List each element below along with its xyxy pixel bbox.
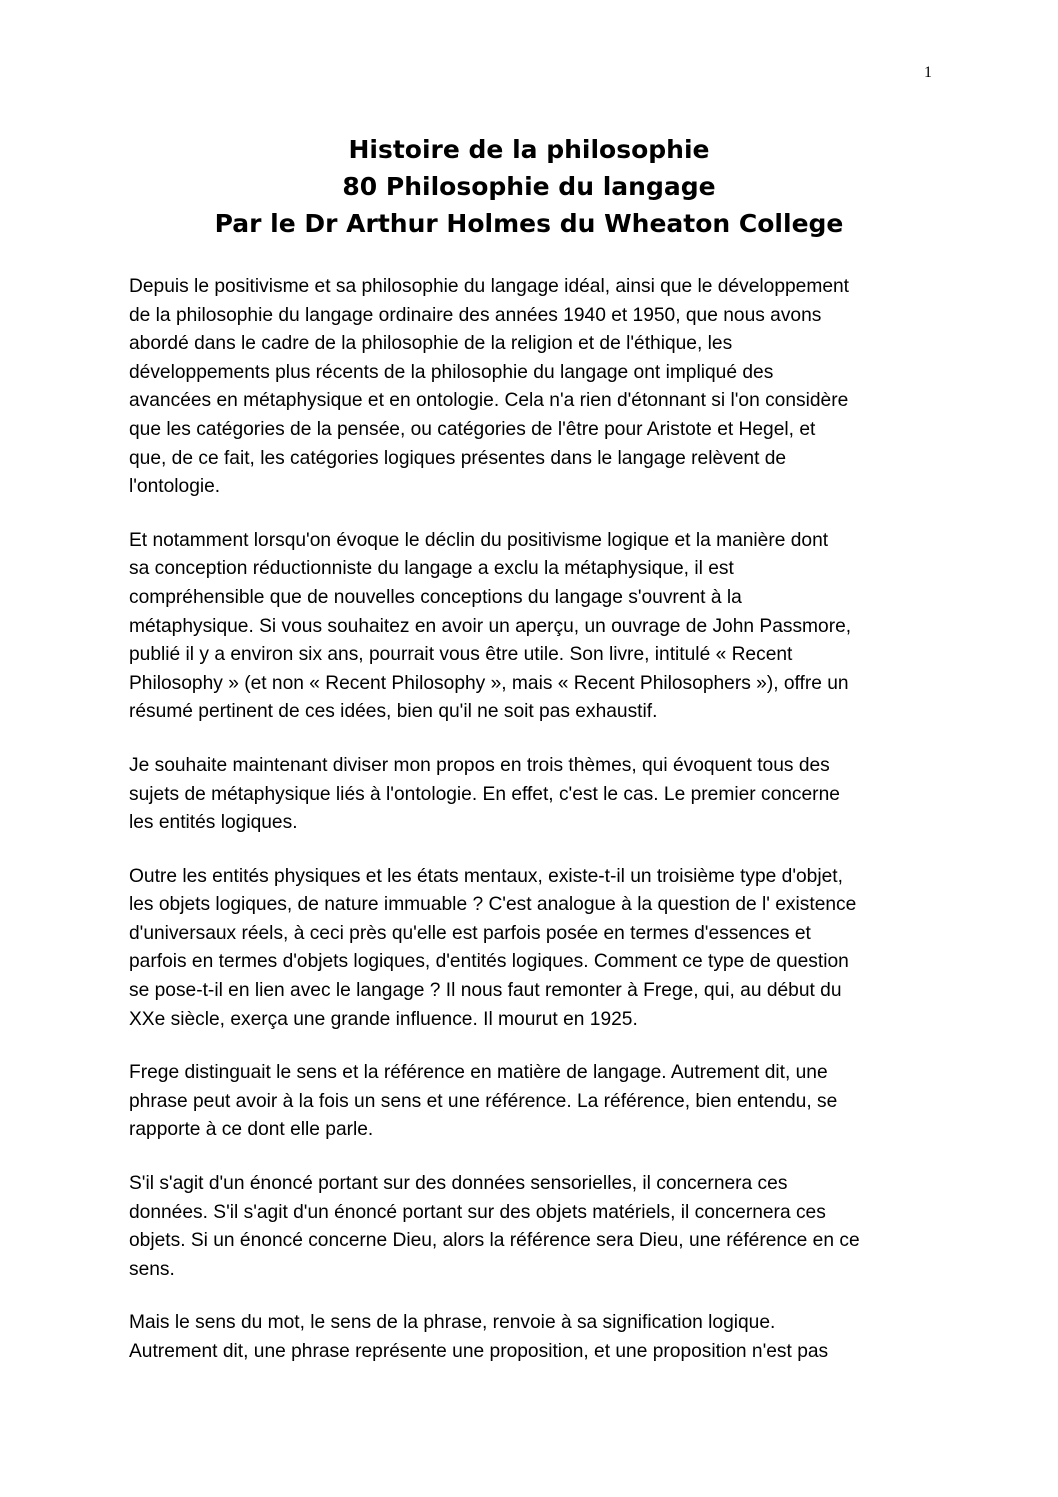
paragraph (129, 1059, 929, 1145)
paragraph-line: développements plus récents de la philosophie du langage ont impliqué des (129, 361, 774, 383)
paragraph-line: sens. (129, 1258, 175, 1280)
paragraph (129, 1170, 929, 1284)
paragraph-line: l'ontologie. (129, 476, 221, 498)
paragraph-line: Outre les entités physiques et les états mentaux, existe-t-il un troisième type d'objet, (129, 865, 843, 887)
paragraph-line: rapporte à ce dont elle parle. (129, 1119, 374, 1141)
page-number: 1 (924, 64, 932, 81)
paragraph (129, 1309, 929, 1366)
paragraph-line: Je souhaite maintenant diviser mon propos en trois thèmes, qui évoquent tous des (129, 754, 830, 776)
title-line-author: Par le Dr Arthur Holmes du Wheaton College (214, 209, 844, 238)
paragraph-line: parfois en termes d'objets logiques, d'entités logiques. Comment ce type de question (129, 951, 849, 973)
paragraph-line: métaphysique. Si vous souhaitez en avoir un aperçu, un ouvrage de John Passmore, (129, 615, 852, 637)
paragraph-line: Depuis le positivisme et sa philosophie du langage idéal, ainsi que le développement (129, 276, 849, 297)
title-line-lecture: 80 Philosophie du langage (342, 172, 716, 201)
document-body (129, 273, 929, 1392)
paragraph-line: d'universaux réels, à ceci près qu'elle est parfois posée en termes d'essences et (129, 922, 811, 944)
paragraph-line: publié il y a environ six ans, pourrait vous être utile. Son livre, intitulé « Recent (129, 644, 793, 666)
paragraph-line: XXe siècle, exerça une grande influence. Il mourut en 1925. (129, 1008, 638, 1030)
paragraph-line: sa conception réductionniste du langage a exclu la métaphysique, il est (129, 558, 734, 580)
paragraph-line: résumé pertinent de ces idées, bien qu'il ne soit pas exhaustif. (129, 701, 658, 723)
paragraph-line: de la philosophie du langage ordinaire des années 1940 et 1950, que nous avons (129, 304, 822, 326)
paragraph-line: phrase peut avoir à la fois un sens et une référence. La référence, bien entendu, se (129, 1090, 838, 1112)
paragraph-line: les objets logiques, de nature immuable ? C'est analogue à la question de l' existence (129, 894, 857, 916)
paragraph-line: les entités logiques. (129, 812, 298, 834)
paragraph-line: Frege distinguait le sens et la référence en matière de langage. Autrement dit, une (129, 1062, 828, 1084)
paragraph-line: que les catégories de la pensée, ou catégories de l'être pour Aristote et Hegel, et (129, 418, 816, 440)
paragraph-line: Mais le sens du mot, le sens de la phrase, renvoie à sa signification logique. (129, 1312, 776, 1334)
paragraph-line: Philosophy » (et non « Recent Philosophy », mais « Recent Philosophers »), offre un (129, 672, 849, 694)
paragraph-line: objets. Si un énoncé concerne Dieu, alors la référence sera Dieu, une référence en ce (129, 1230, 860, 1252)
paragraph-line: Et notamment lorsqu'on évoque le déclin du positivisme logique et la manière dont (129, 529, 829, 551)
paragraph-line: que, de ce fait, les catégories logiques présentes dans le langage relèvent de (129, 447, 787, 469)
paragraph-line: compréhensible que de nouvelles conceptions du langage s'ouvrent à la (129, 586, 742, 608)
paragraph-line: se pose-t-il en lien avec le langage ? Il nous faut remonter à Frege, qui, au début du (129, 980, 842, 1002)
paragraph-line: S'il s'agit d'un énoncé portant sur des données sensorielles, il concernera ces (129, 1173, 788, 1195)
paragraph (129, 752, 929, 838)
paragraph-line: Autrement dit, une phrase représente une proposition, et une proposition n'est pas (129, 1341, 829, 1362)
paragraph (129, 273, 929, 502)
paragraph-line: avancées en métaphysique et en ontologie. Cela n'a rien d'étonnant si l'on considère (129, 390, 849, 412)
title-line-series: Histoire de la philosophie (348, 135, 710, 164)
paragraph-line: données. S'il s'agit d'un énoncé portant sur des objets matériels, il concernera ces (129, 1201, 826, 1223)
paragraph (129, 527, 929, 727)
paragraph (129, 863, 929, 1035)
paragraph-line: abordé dans le cadre de la philosophie de la religion et de l'éthique, les (129, 333, 733, 355)
document-title (0, 131, 1058, 242)
paragraph-line: sujets de métaphysique liés à l'ontologie. En effet, c'est le cas. Le premier concerne (129, 783, 840, 805)
